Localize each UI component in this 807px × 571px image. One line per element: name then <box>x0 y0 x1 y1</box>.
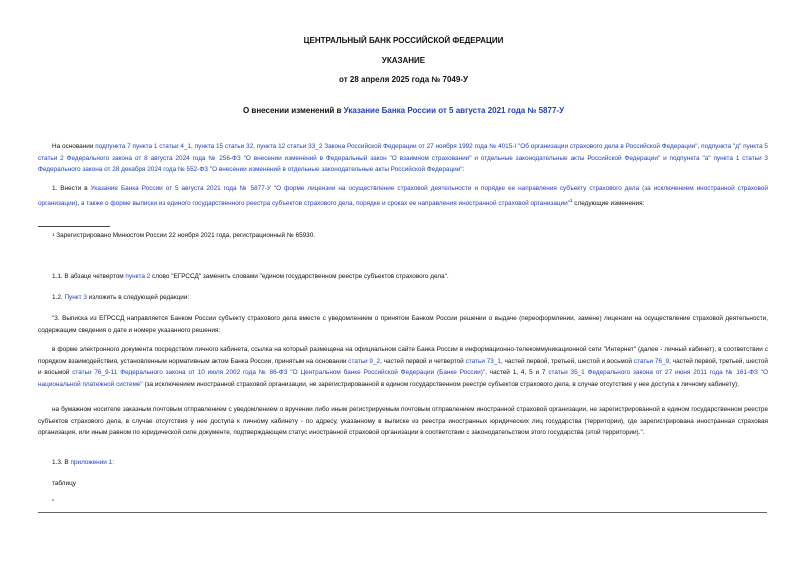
table-word: таблицу <box>52 480 76 487</box>
preamble-text-end: : <box>462 166 465 173</box>
electronic-text-5: , частей 1, 4, 5 и 7 <box>485 369 549 376</box>
electronic-delivery-paragraph <box>38 344 768 390</box>
closing-quote-mark: " <box>52 499 55 506</box>
item-1-text-end: следующие изменения: <box>572 199 645 207</box>
quoted-item-3-paragraph <box>38 313 768 336</box>
document-type: УКАЗАНИЕ <box>381 56 426 65</box>
paper-delivery-text: на бумажном носителе заказным почтовым отправлением с уведомлением о вручении либо иным регистрируемым почтовым отправлением иностранной страховой организации, не зарегистрированной в едином государственном реестре субъектов страхового дела, в случае отсутствия у нее доступа к личному кабинету - по адресу, указанному в выписке из реестра иностранных юридических лиц государства (территории), где зарегистрирована иностранная страховая организация, или иным равном по юридической силе документе, подтверждающем статус иностранной страховой организации в соответствии с законодательством этого государства (этой территории).". <box>38 406 768 436</box>
electronic-link-4[interactable]: статьи 76_9-11 Федерального закона от 10 июля 2002 года № 86-ФЗ "О Центральном банке Российской Федерации (Банке России)" <box>72 369 486 376</box>
item-1-2-text-end: изложить в следующей редакции: <box>86 294 190 301</box>
item-1-3-text: 1.3. В <box>52 459 71 466</box>
bank-name: ЦЕНТРАЛЬНЫЙ БАНК РОССИЙСКОЙ ФЕДЕРАЦИИ <box>303 36 504 45</box>
item-1-2-text: 1.2. <box>52 294 65 301</box>
closing-quote-line <box>38 497 768 509</box>
table-placeholder <box>38 478 768 490</box>
footnote-mark: 1 <box>52 232 55 237</box>
document-title <box>0 106 807 115</box>
page-bottom-divider <box>38 512 767 513</box>
electronic-link-3[interactable]: статьи 76_9 <box>633 357 670 365</box>
preamble-paragraph <box>38 141 768 176</box>
electronic-link-5[interactable]: статьи 35_1 Федерального закона от 27 июня 2011 года № 161-ФЗ "О национальной платежной системе" <box>38 369 768 388</box>
item-1-2-link[interactable]: Пункт 3 <box>64 294 87 301</box>
document-date-number: от 28 апреля 2025 года № 7049-У <box>339 75 468 84</box>
electronic-link-1[interactable]: статьи 9_2 <box>348 357 381 365</box>
item-1-link[interactable]: Указание Банка России от 5 августа 2021 года № 5877-У "О форме лицензии на осуществление страховой деятельности и порядке ее направления субъекту страхового дела (за исключением иностранной страховой организации), а также о форме выписки из единого государственного реестра субъектов страхового дела, порядке и сроках ее направления иностранной страховой организации" <box>38 185 768 207</box>
footnote-text: Зарегистрировано Минюстом России 22 ноября 2021 года, регистрационный № 65930. <box>54 232 316 239</box>
item-1-1-link[interactable]: пункта 2 <box>125 273 151 280</box>
footnote-divider <box>38 226 110 227</box>
electronic-text-4: , частей первой, третьей, шестой и восьмой <box>38 357 768 376</box>
preamble-text: На основании <box>52 143 96 150</box>
item-1-3-link[interactable]: приложении 1 <box>70 459 113 466</box>
quoted-item-3-text: "3. Выписка из ЕГРССД направляется Банком России субъекту страхового дела вместе с уведомлением о принятом Банком России решении о выдаче (переоформлении, замене) лицензии на осуществление страховой деятельности, содержащим сведения о дате и номере указанного решения: <box>38 315 768 334</box>
electronic-text-3: , частей первой, третьей, шестой и восьмой <box>500 357 634 365</box>
item-1-paragraph <box>38 183 768 209</box>
footnote <box>52 229 315 242</box>
item-1-1-paragraph <box>38 271 768 283</box>
item-1-2-paragraph <box>38 292 768 304</box>
electronic-link-2[interactable]: статьи 73_1 <box>465 357 501 365</box>
electronic-text-6: (за исключением иностранной страховой организации, не зарегистрированной в едином государственном реестре субъектов страхового дела, в случае отсутствия у нее доступа к личному кабинету); <box>142 380 739 388</box>
title-prefix: О внесении изменений в <box>242 106 344 115</box>
preamble-link[interactable]: подпункта 7 пункта 1 статьи 4_1, пункта 15 статьи 32, пункта 12 статьи 33_2 Закона Российской Федерации от 27 ноября 1992 года № 4015-I "Об организации страхового дела в Российской Федерации", подпункта "д" пункта 5 статьи 2 Федерального закона от 8 августа 2024 года № 256-ФЗ "О внесении изменений в Федеральный закон "О взаимном страховании" и отдельные законодательные акты Российской Федерации" и подпункта "а" пункта 1 статьи 3 Федерального закона от 28 декабря 2024 года № 552-ФЗ "О внесении изменений в отдельные законодательные акты Российской Федерации" <box>38 143 768 173</box>
title-link[interactable]: Указание Банка России от 5 августа 2021 года № 5877-У <box>343 106 565 115</box>
item-1-text: 1. Внести в <box>52 185 91 192</box>
item-1-1-text: 1.1. В абзаце четвертом <box>52 273 126 280</box>
paper-delivery-paragraph <box>38 404 768 439</box>
item-1-1-text-end: слово "ЕГРССД" заменить словами "едином государственном реестре субъектов страхового дела". <box>150 273 449 280</box>
item-1-footnote-mark: 1 <box>569 197 573 203</box>
electronic-text-1: в форме электронного документа посредством личного кабинета, ссылка на который размещена на официальном сайте Банка России в информационно-телекоммуникационной сети "Интернет" (далее - личный кабинет), в соответствии с порядком взаимодействия, установленным нормативным актом Банка России, принятым на основании <box>38 346 768 365</box>
item-1-3-text-end: : <box>112 459 114 466</box>
electronic-text-2: , частей первой и четвертой <box>380 357 466 365</box>
item-1-3-paragraph <box>38 457 768 469</box>
